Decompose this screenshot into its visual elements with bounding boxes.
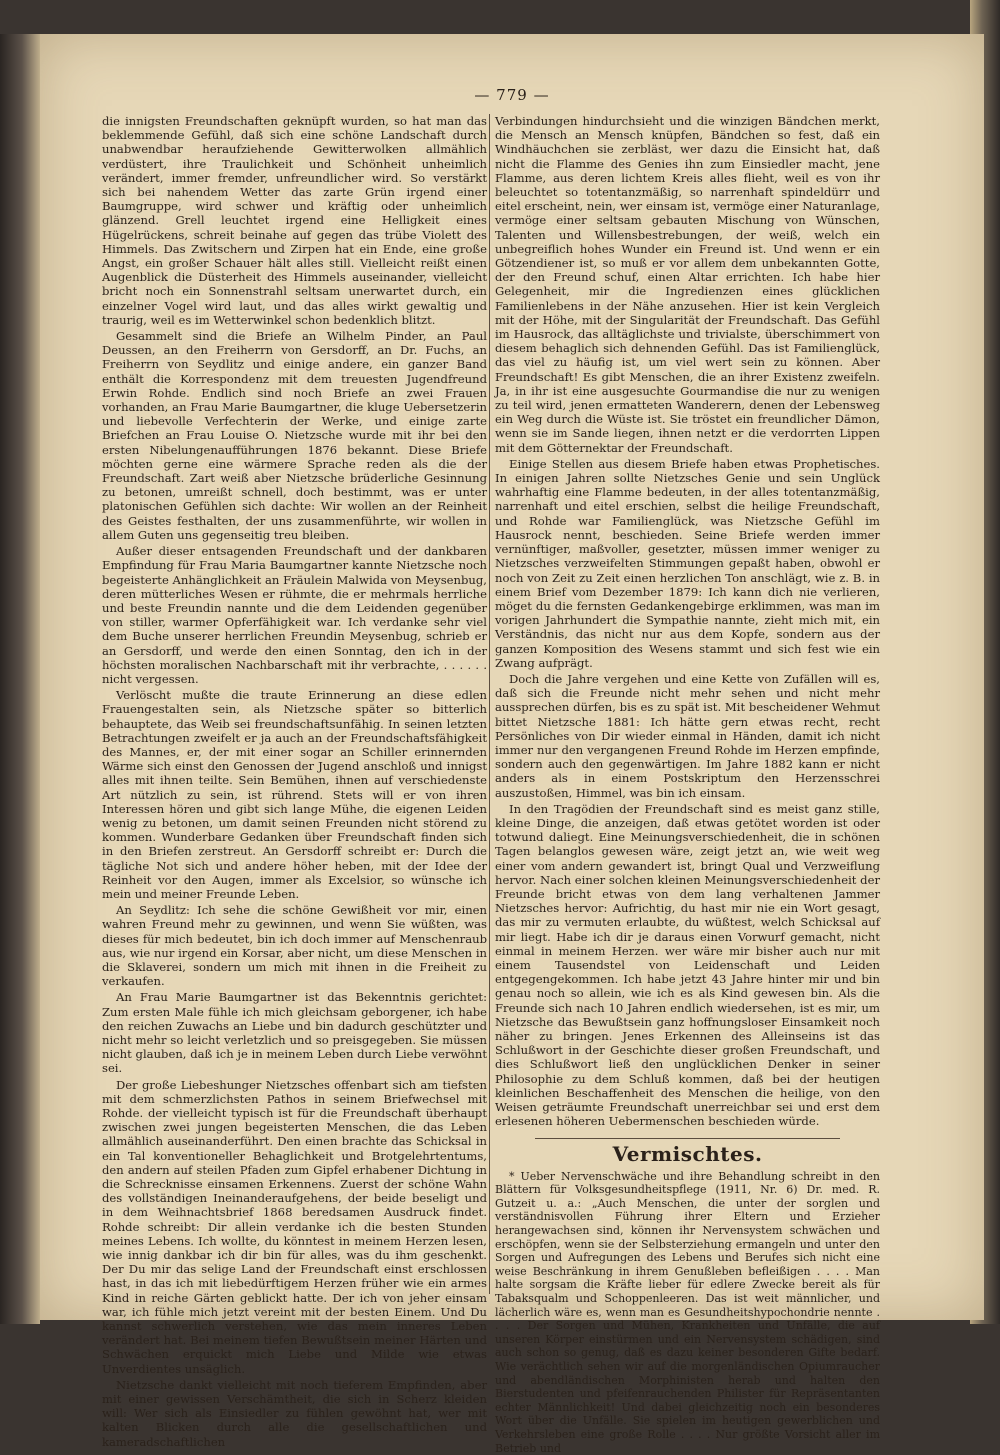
book-page <box>40 34 984 1455</box>
paragraph: An Seydlitz: Ich sehe die schöne Gewißheit vor mir, einen wahren Freund mehr zu gewinnen, und wenn Sie wüßten, was dieses für mich bedeutet, bin ich doch immer auf Menschenraub aus, wie nur irgend ein Korsar, aber nicht, um diese Menschen in die Sklaverei, sondern um mich mit ihnen in die Freiheit zu verkaufen. <box>102 903 487 989</box>
left-column <box>102 114 487 1449</box>
page-number: — 779 — <box>474 86 550 104</box>
paragraph: Doch die Jahre vergehen und eine Kette von Zufällen will es, daß sich die Freunde nicht mehr sehen und nicht mehr aussprechen dürfen, bis es zu spät ist. Mit bescheidener Wehmut bittet Nietzsche 1881: Ich hätte gern etwas recht, recht Persönliches von Dir wieder einmal in Händen, damit ich nicht immer nur den vergangenen Freund Rohde im Herzen empfinde, sondern auch den gegenwärtigen. Im Jahre 1882 kann er nicht anders als in einem Postskriptum den Herzensschrei auszustoßen, Himmel, was bin ich einsam. <box>495 671 880 800</box>
book-spine <box>0 34 40 1324</box>
paragraph: Einige Stellen aus diesem Briefe haben etwas Prophetisches. In einigen Jahren sollte Nietzsches Genie und sein Unglück wahrhaftig eine Flamme bedeuten, in der alles totentanzmäßig, narrenhaft und eitel erschien, selbst die heilige Freundschaft, und Rohde war Familienglück, was Nietzsche Gefühl im Hausrock nennt, beschieden. Seine Briefe werden immer vernünftiger, maßvoller, gesetzter, müssen immer weniger zu Nietzsches verzweifelten Stimmungen gepaßt haben, obwohl er noch von Zeit zu Zeit einen herzlichen Ton anschlägt, wie z. B. in einem Brief vom Dezember 1879: Ich kann dich nie verlieren, möget du die fernsten Gedankengebirge erklimmen, was man im vorigen Jahrhundert die Sympathie nannte, zieht mich mit, ein Verständnis, das nicht nur aus dem Kopfe, sondern aus der ganzen Komposition des Wesens stammt und sich fest wie ein Zwang aufprägt. <box>495 456 880 670</box>
right-column <box>495 114 880 1455</box>
section-rule <box>535 1138 840 1139</box>
paragraph: Nietzsche dankt vielleicht mit noch tieferem Empfinden, aber mit einer gewissen Verschämtheit, die sich in Scherz kleiden will: Wer sich als Einsiedler zu fühlen gewöhnt hat, wer mit kalten Blicken durch alle die gesellschaftlichen und kameradschaftlichen <box>102 1377 487 1449</box>
section-paragraph: * Ueber Nervenschwäche und ihre Behandlung schreibt in den Blättern für Volksgesundheitspflege (1911, Nr. 6) Dr. med. R. Gutzeit u. a.: „Auch Menschen, die unter der sorglen und verständnisvollen Führung ihrer Eltern und Erzieher herangewachsen sind, können ihr Nervensystem schwächen und erschöpfen, wenn sie der Selbsterziehung ermangeln und unter den Sorgen und Aufregungen des Lebens und Berufes sich nicht eine weise Beschränkung in ihrem Genußleben befleißigen . . . . Man halte sorgsam die Kräfte lieber für edlere Zwecke bereit als für Tabaksqualm und Schoppenleeren. Das ist weit männlicher, und lächerlich wäre es, wenn man es Gesundheitshypochondrie nennte . . . . Der Sorgen und Mühen, Krankheiten und Unfälle, die auf unseren Körper einstürmen und ein Nervensystem schädigen, sind auch schon so genug, daß es dazu keiner besonderen Gifte bedarf. Wie verächtlich sehen wir auf die morgenländischen Opiumraucher und abendländischen Morphinisten herab und halten den Bierstudenten und pfeifenrauchenden Philister für Repräsentanten echter Männlichkeit! Und dabei gleichzeitig noch ein besonderes Wort über die Unfälle. Sie spielen im heutigen gewerblichen und Verkehrsleben eine große Rolle . . . . Nur größte Vorsicht aller im Betrieb und <box>495 1169 880 1455</box>
paragraph: Außer dieser entsagenden Freundschaft und der dankbaren Empfindung für Frau Maria Baumgartner kannte Nietzsche noch begeisterte Anhänglichkeit an Fräulein Malwida von Meysenbug, deren mütterliches Wesen er rühmte, die er mehrmals herrliche und beste Freundin nannte und die dem Leidenden gegenüber von stiller, warmer Opferfähigkeit war. Ich verdanke sehr viel dem Buche unserer herrlichen Freundin Meysenbug, schrieb er an Gersdorff, und werde den einen Sonntag, den ich in der höchsten moralischen Nachbarschaft mit ihr verbrachte, . . . . . . nicht vergessen. <box>102 544 487 686</box>
paragraph: Verbindungen hindurchsieht und die winzigen Bändchen merkt, die Mensch an Mensch knüpfen, Bändchen so fest, daß ein Windhäuchchen sie zerbläst, wer dazu die Einsicht hat, daß nicht die Flamme des Genies ihn zum Einsiedler macht, jene Flamme, aus deren lichtem Kreis alles flieht, weil es von ihr beleuchtet so totentanzmäßig, so narrenhaft spindeldürr und eitel erscheint, nein, wer einsam ist, vermöge einer Naturanlage, vermöge einer seltsam gebauten Mischung von Wünschen, Talenten und Willensbestrebungen, der weiß, welch ein unbegreiflich hohes Wunder ein Freund ist. Und wenn er ein Götzendiener ist, so muß er vor allem dem unbekannten Gotte, der den Freund schuf, einen Altar errichten. Ich habe hier Gelegenheit, mir die Ingredienzen eines glücklichen Familienlebens in der Nähe anzusehen. Hier ist kein Vergleich mit der Höhe, mit der Singularität der Freundschaft. Das Gefühl im Hausrock, das alltäglichste und trivialste, überschimmert von diesem behaglich sich dehnenden Gefühl. Das ist Familienglück, das viel zu häufig ist, um viel wert sein zu können. Aber Freundschaft! Es gibt Menschen, die an ihrer Existenz zweifeln. Ja, in ihr ist eine ausgesuchte Gourmandise die nur zu wenigen zu teil wird, jenen ermatteten Wanderern, denen der Lebensweg ein Weg durch die Wüste ist. Sie tröstet ein freundlicher Dämon, wenn sie im Sande liegen, ihnen netzt er die verdorrten Lippen mit dem Götternektar der Freundschaft. <box>495 114 880 455</box>
paragraph: Der große Liebeshunger Nietzsches offenbart sich am tiefsten mit dem schmerzlichsten Pathos in seinem Briefwechsel mit Rohde. der vielleicht typisch ist für die Freundschaft überhaupt zwischen zwei jungen begeisterten Menschen, die das Leben allmählich auseinanderführt. Den einen brachte das Schicksal in ein Tal konventioneller Behaglichkeit und Brotgelehrtentums, den andern auf steilen Pfaden zum Gipfel erhabener Dichtung in die Schrecknisse einsamen Erkennens. Zuerst der schöne Wahn des vollständigen Ineinanderaufgehens, der beide beseligt und in dem Weihnachtsbrief 1868 beredsamen Ausdruck findet. Rohde schreibt: Dir allein verdanke ich die besten Stunden meines Lebens. Ich wollte, du könntest in meinem Herzen lesen, wie innig dankbar ich dir bin für alles, was du ihm geschenkt. Der Du mir das selige Land der Freundschaft einst erschlossen hast, in das ich mit liebedürftigem Herzen früher wie ein armes Kind in reiche Gärten geblickt hatte. Der ich von jeher einsam war, ich fühle mich jetzt vereint mit der besten Einem. Und Du kannst schwerlich verstehen, wie das mein inneres Leben verändert hat. Bei meinem tiefen Bewußtsein meiner Härten und Schwächen erquickt mich Liebe und Milde wie etwas Unverdientes unsäglich. <box>102 1077 487 1376</box>
paragraph: die innigsten Freundschaften geknüpft wurden, so hat man das beklemmende Gefühl, daß sich eine schöne Landschaft durch unabwendbar heraufziehende Gewitterwolken allmählich verdüstert, ihre Traulichkeit und Schönheit unheimlich verändert, immer fremder, unfreundlicher wird. So verstärkt sich bei nahendem Wetter das zarte Grün irgend einer Baumgruppe, wird schwer und kräftig oder unheimlich glänzend. Grell leuchtet irgend eine Helligkeit eines Hügelrückens, schreit beinahe auf gegen das trübe Violett des Himmels. Das Zwitschern und Zirpen hat ein Ende, eine große Angst, ein großer Schauer hält alles still. Vielleicht reißt einen Augenblick die Düsterheit des Himmels auseinander, vielleicht bricht noch ein Sonnenstrahl seltsam unerwartet durch, ein einzelner Vogel wird laut, und das alles wirkt gewaltig und traurig, weil es im Wetterwinkel schon bedenklich blitzt. <box>102 114 487 327</box>
paragraph: In den Tragödien der Freundschaft sind es meist ganz stille, kleine Dinge, die anzeigen, daß etwas getötet worden ist oder totwund daliegt. Eine Meinungsverschiedenheit, die in schönen Tagen belanglos gewesen wäre, zeigt jetzt an, wie weit weg einer vom andern gewandert ist, bringt Qual und Verzweiflung hervor. Nach einer solchen kleinen Meinungsverschiedenheit der Freunde bricht etwas von dem lang verhaltenen Jammer Nietzsches hervor: Aufrichtig, du hast mir nie ein Wort gesagt, das mir zu vermuten erlaubte, du wüßtest, welch Schicksal auf mir liegt. Habe ich dir je daraus einen Vorwurf gemacht, nicht einmal in meinem Herzen. wer wäre mir bisher auch nur mit einem Tausendstel von Leidenschaft und Leiden entgegengekommen. Ich habe jetzt 43 Jahre hinter mir und bin genau noch so allein, wie ich es als Kind gewesen bin. Als die Freunde sich nach 10 Jahren endlich wiedersehen, ist es mir, um Nietzsche das Bewußtsein ganz hoffnungsloser Einsamkeit noch näher zu bringen. Jenes Erkennen des Alleinseins ist das Schlußwort in der Geschichte dieser großen Freundschaft, und dies Schlußwort ließ den unglücklichen Denker in seiner Philosophie zu dem Schluß kommen, daß bei der heutigen kleinlichen Beschaffenheit des Menschen die heilige, von den Weisen geträumte Freundschaft unerreichbar sei und erst dem erlesenen höheren Uebermenschen beschieden würde. <box>495 801 880 1129</box>
paragraph: Verlöscht mußte die traute Erinnerung an diese edlen Frauengestalten sein, als Nietzsche später so bitterlich behauptete, das Weib sei freundschaftsunfähig. In seinen letzten Betrachtungen zweifelt er ja auch an der Freundschaftsfähigkeit des Mannes, er, der mit einer sogar an Schiller erinnernden Wärme sich einst den Genossen der Jugend anschloß und innigst alles mit ihnen teilte. Sein Bemühen, ihnen auf verschiedenste Art nützlich zu sein, ist rührend. Stets will er von ihren Interessen hören und gibt sich lange Mühe, die eigenen Leiden wenig zu betonen, um damit seinen Freunden nicht störend zu kommen. Wunderbare Gedanken über Freundschaft finden sich in den Briefen zerstreut. An Gersdorff schreibt er: Durch die tägliche Not sich und andere höher heben, mit der Idee der Reinheit vor den Augen, immer als Excelsior, so wünsche ich mein und meiner Freunde Leben. <box>102 688 487 901</box>
section-heading: Vermischtes. <box>612 1142 763 1167</box>
column-divider <box>489 114 490 1294</box>
paragraph: An Frau Marie Baumgartner ist das Bekenntnis gerichtet: Zum ersten Male fühle ich mich gleichsam geborgener, ich habe den reichen Zuwachs an Liebe und bin dadurch geschützter und nicht mehr so leicht verletzlich und so preisgegeben. Sie müssen nicht glauben, daß ich je in meinem Leben durch Liebe verwöhnt sei. <box>102 990 487 1076</box>
paragraph: Gesammelt sind die Briefe an Wilhelm Pinder, an Paul Deussen, an den Freiherrn von Gersdorff, an Dr. Fuchs, an Freiherrn von Seydlitz und einige andere, ein ganzer Band enthält die Korrespondenz mit dem treuesten Jugendfreund Erwin Rohde. Endlich sind noch Briefe an zwei Frauen vorhanden, an Frau Marie Baumgartner, die kluge Uebersetzerin und liebevolle Verfechterin der Werke, und einige zarte Briefchen an Frau Louise O. Nietzsche wurde mit ihr bei den ersten Nibelungenaufführungen 1876 bekannt. Diese Briefe möchten gerne eine wärmere Sprache reden als die der Freundschaft. Zart weiß aber Nietzsche brüderliche Gesinnung zu betonen, umreißt schnell, doch bestimmt, was er unter platonischen Gefühlen sich dachte: Wir wollen an der Reinheit des Geistes festhalten, der uns zusammenführte, wir wollen in allem Guten uns gegenseitig treu bleiben. <box>102 329 487 542</box>
